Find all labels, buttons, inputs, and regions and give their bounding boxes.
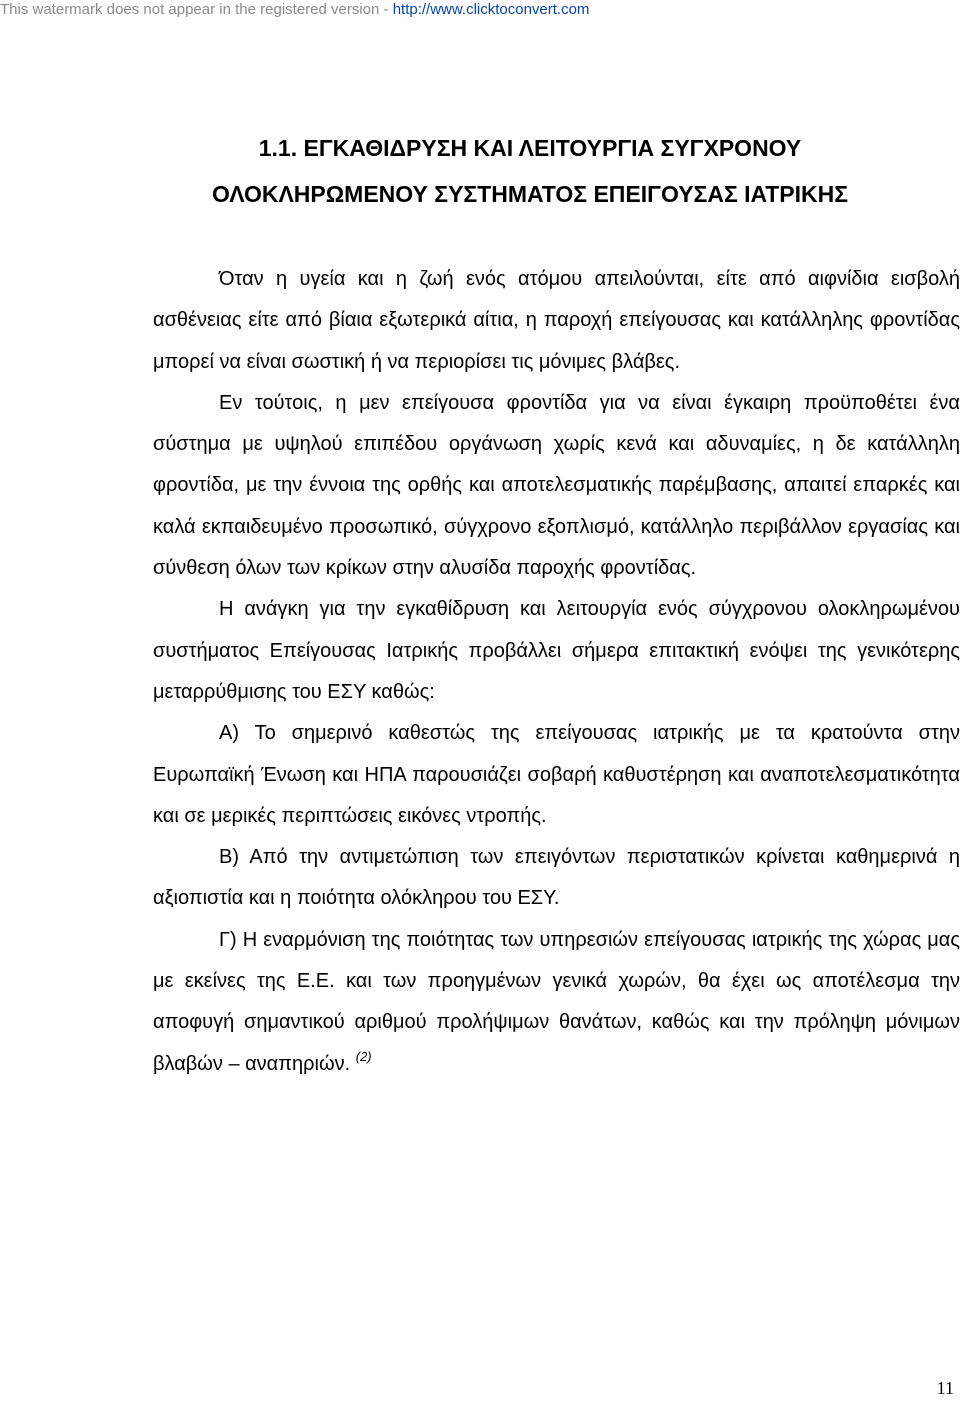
paragraph-requirements: Εν τούτοις, η μεν επείγουσα φροντίδα για να είναι έγκαιρη προϋποθέτει ένα σύστημα με υψηλού επιπέδου οργάνωση χωρίς κενά και αδυναμίες, η δε κατάλληλη φροντίδα, με την έννοια της ορθής και αποτελεσματικής παρέμβασης, απαιτεί επαρκές και καλά εκπαιδευμένο προσωπικό, σύγχρονο εξοπλισμό, κατάλληλο περιβάλλον εργασίας και σύνθεση όλων των κρίκων στην αλυσίδα παροχής φροντίδας. [153,391,960,580]
section-title-line-1: 1.1. ΕΓΚΑΘΙΔΡΥΣΗ ΚΑΙ ΛΕΙΤΟΥΡΓΙΑ ΣΥΓΧΡΟΝΟΥ [258,135,802,161]
watermark [0,0,589,22]
paragraph-point-c [153,920,960,1085]
footnote-reference: (2) [355,1048,372,1064]
watermark-link[interactable]: http://www.clicktoconvert.com [392,1,590,18]
paragraph-intro: Όταν η υγεία και η ζωή ενός ατόμου απειλούνται, είτε από αιφνίδια εισβολή ασθένειας είτε από βίαια εξωτερικά αίτια, η παροχή επείγουσας και κατάλληλης φροντίδας μπορεί να είναι σωστική ή να περιορίσει τις μόνιμες βλάβες. [153,268,960,373]
watermark-text: This watermark does not appear in the registered version - [0,1,393,18]
page-number: 11 [936,1378,954,1398]
paragraph-point-c-text: Γ) Η εναρμόνιση της ποιότητας των υπηρεσιών επείγουσας ιατρικής της χώρας μας με εκείνες της Ε.Ε. και των προηγμένων γενικά χωρών, θα έχει ως αποτέλεσμα την αποφυγή σημαντικού αριθμού προλήψιμων θανάτων, καθώς και την πρόληψη μόνιμων βλαβών – αναπηριών. [153,928,960,1075]
body-text [153,259,960,1085]
section-title-line-2: ΟΛΟΚΛΗΡΩΜΕΝΟΥ ΣΥΣΤΗΜΑΤΟΣ ΕΠΕΙΓΟΥΣΑΣ ΙΑΤΡΙΚΗΣ [211,181,849,207]
paragraph-point-a: Α) Το σημερινό καθεστώς της επείγουσας ιατρικής με τα κρατούντα στην Ευρωπαϊκή Ένωση και ΗΠΑ παρουσιάζει σοβαρή καθυστέρηση και αναποτελεσματικότητα και σε μερικές περιπτώσεις εικόνες ντροπής. [153,722,960,827]
paragraph-need: Η ανάγκη για την εγκαθίδρυση και λειτουργία ενός σύγχρονου ολοκληρωμένου συστήματος Επείγουσας Ιατρικής προβάλλει σήμερα επιτακτική ενόψει της γενικότερης μεταρρύθμισης του ΕΣΥ καθώς: [153,598,960,703]
paragraph-point-b: Β) Από την αντιμετώπιση των επειγόντων περιστατικών κρίνεται καθημερινά η αξιοπιστία και η ποιότητα ολόκληρου του ΕΣΥ. [153,846,960,910]
